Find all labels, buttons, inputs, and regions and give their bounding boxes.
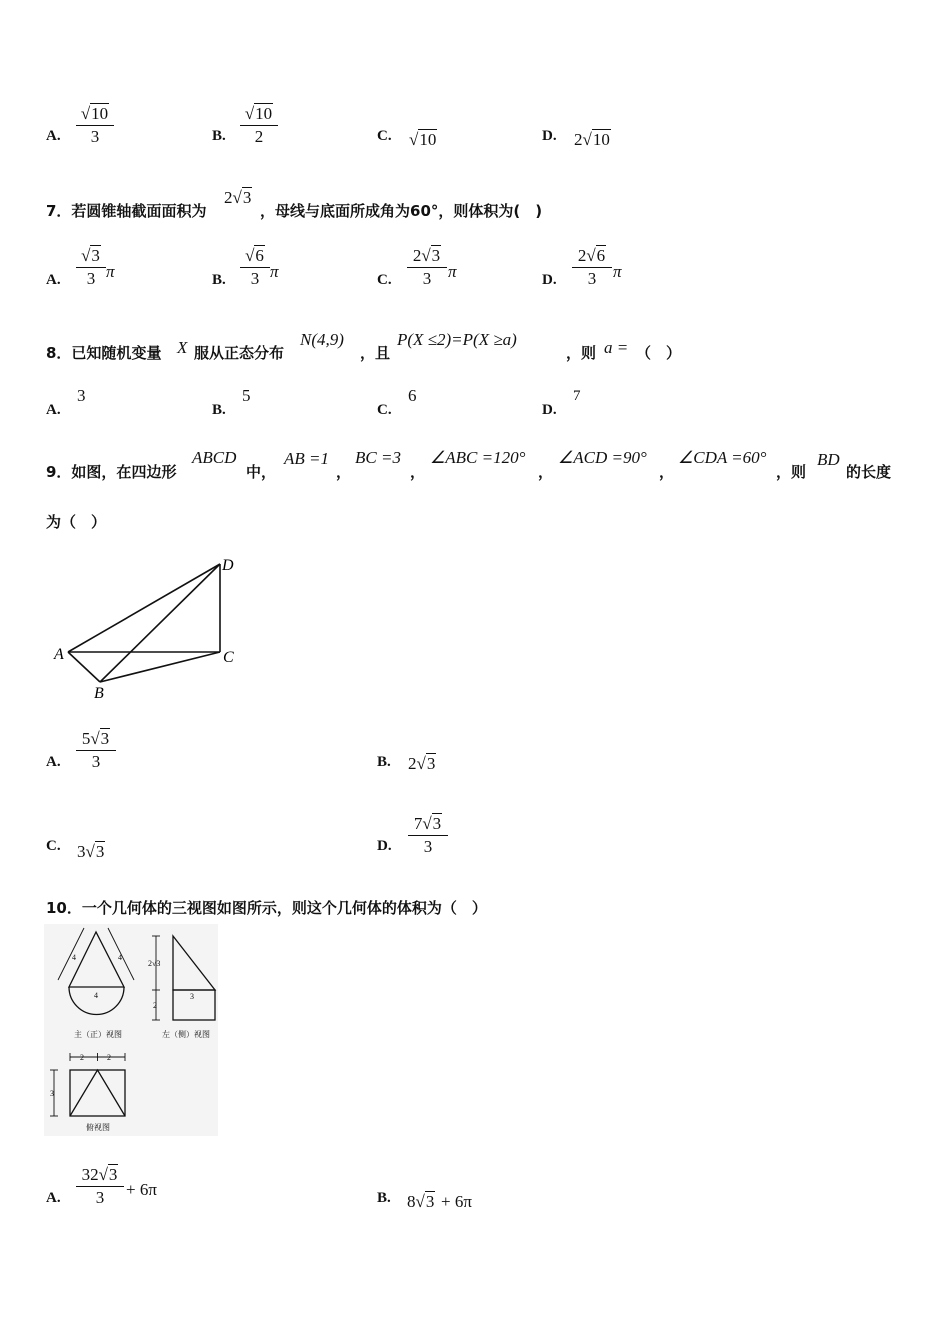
- option-value: 5: [242, 386, 251, 405]
- fraction: √10 3: [76, 104, 114, 147]
- q7-prefix: 7．若圆锥轴截面面积为: [46, 202, 207, 220]
- option-label: A.: [46, 754, 61, 770]
- q8-text-4: ，则: [566, 344, 597, 362]
- option-label: B.: [212, 402, 226, 418]
- q9-text-2: 中，: [246, 463, 277, 481]
- three-views-figure: [44, 924, 218, 1136]
- q8-text-5: （ ）: [636, 344, 682, 362]
- edge-ab: [68, 652, 100, 682]
- q8-prob: P(X ≤2)=P(X ≥a): [397, 330, 517, 349]
- q9-text-4: 的长度: [846, 463, 892, 481]
- option-label: D.: [377, 838, 392, 854]
- option-label: B.: [377, 754, 391, 770]
- radical: 3√3: [77, 842, 105, 861]
- option-label: C.: [377, 272, 392, 288]
- dim-w: 3: [190, 992, 194, 1001]
- caption-side-view: 左（侧）视图: [162, 1030, 210, 1039]
- q8-text-3: ，且: [360, 344, 391, 362]
- option-label: A.: [46, 1190, 61, 1206]
- radical: 8√3: [407, 1192, 435, 1211]
- option-label: B.: [212, 128, 226, 144]
- radical: √10: [409, 130, 437, 149]
- q8-var: X: [177, 338, 188, 357]
- option-label: A.: [46, 128, 61, 144]
- q9-cond-5: ∠CDA =60°: [678, 448, 767, 467]
- fraction: √6 3: [240, 246, 270, 289]
- vertex-label-a: A: [54, 646, 64, 663]
- radical: 2√10: [574, 130, 610, 149]
- q9-text-5: 为（ ）: [46, 513, 107, 531]
- pi-symbol: π: [270, 262, 279, 281]
- q9-cond-3: ∠ABC =120°: [430, 448, 526, 467]
- option-label: C.: [377, 402, 392, 418]
- option-label: A.: [46, 402, 61, 418]
- option-label: C.: [377, 128, 392, 144]
- option-tail: + 6π: [126, 1180, 157, 1199]
- q9-text-3: ，则: [776, 463, 807, 481]
- q9-cond-2: BC =3: [355, 448, 401, 467]
- q9-sep: ，: [659, 463, 675, 481]
- radical: 2√3: [408, 754, 436, 773]
- option-value: 3: [77, 386, 86, 405]
- q10-text: 10．一个几何体的三视图如图所示，则这个几何体的体积为（ ）: [46, 899, 487, 917]
- fraction: 5√3 3: [76, 729, 116, 772]
- fraction: 2√3 3: [407, 246, 447, 289]
- q7-suffix: ，母线与底面所成角为60°，则体积为( ): [260, 202, 543, 220]
- dim-base: 4: [94, 991, 98, 1000]
- vertex-label-b: B: [94, 685, 104, 702]
- option-value: 6: [408, 386, 417, 405]
- option-tail: + 6π: [441, 1192, 472, 1211]
- q9-quad: ABCD: [192, 448, 237, 467]
- q9-sep: ，: [538, 463, 554, 481]
- option-label: C.: [46, 838, 61, 854]
- q9-bd: BD: [817, 450, 840, 469]
- q9-cond-4: ∠ACD =90°: [558, 448, 647, 467]
- q9-text-1: 9．如图，在四边形: [46, 463, 177, 481]
- q9-sep: ，: [336, 463, 352, 481]
- pi-symbol: π: [106, 262, 115, 281]
- fraction: 7√3 3: [408, 814, 448, 857]
- dim-slant-right: 4: [118, 953, 122, 962]
- option-label: B.: [377, 1190, 391, 1206]
- dim-slant-left: 4: [72, 953, 76, 962]
- q8-ask: a =: [604, 338, 629, 357]
- fraction: 2√6 3: [572, 246, 612, 289]
- option-label: A.: [46, 272, 61, 288]
- vertex-label-c: C: [223, 649, 234, 666]
- pi-symbol: π: [613, 262, 622, 281]
- option-label: D.: [542, 402, 557, 418]
- q8-text-2: 服从正态分布: [194, 344, 285, 362]
- fraction: √3 3: [76, 246, 106, 289]
- dim-top-w2: 2: [107, 1053, 111, 1062]
- edge-bc: [100, 652, 220, 682]
- caption-front-view: 主（正）视图: [74, 1030, 122, 1039]
- option-label: D.: [542, 272, 557, 288]
- caption-top-view: 俯视图: [86, 1123, 110, 1132]
- dim-top-h: 3: [50, 1089, 54, 1098]
- option-label: D.: [542, 128, 557, 144]
- q7-area: 2√3: [224, 188, 252, 207]
- q8-dist: N(4,9): [300, 330, 344, 349]
- q9-cond-1: AB =1: [284, 449, 329, 468]
- quadrilateral-figure: [46, 552, 246, 702]
- dim-h2: 2: [153, 1001, 157, 1010]
- q8-text-1: 8．已知随机变量: [46, 344, 162, 362]
- pi-symbol: π: [448, 262, 457, 281]
- option-label: B.: [212, 272, 226, 288]
- fraction: 32√3 3: [76, 1165, 124, 1208]
- q9-sep: ，: [410, 463, 426, 481]
- vertex-label-d: D: [222, 557, 234, 574]
- dim-top-w1: 2: [80, 1053, 84, 1062]
- dim-h1: 2√3: [148, 959, 161, 968]
- option-value: 7: [573, 388, 581, 404]
- fraction: √10 2: [240, 104, 278, 147]
